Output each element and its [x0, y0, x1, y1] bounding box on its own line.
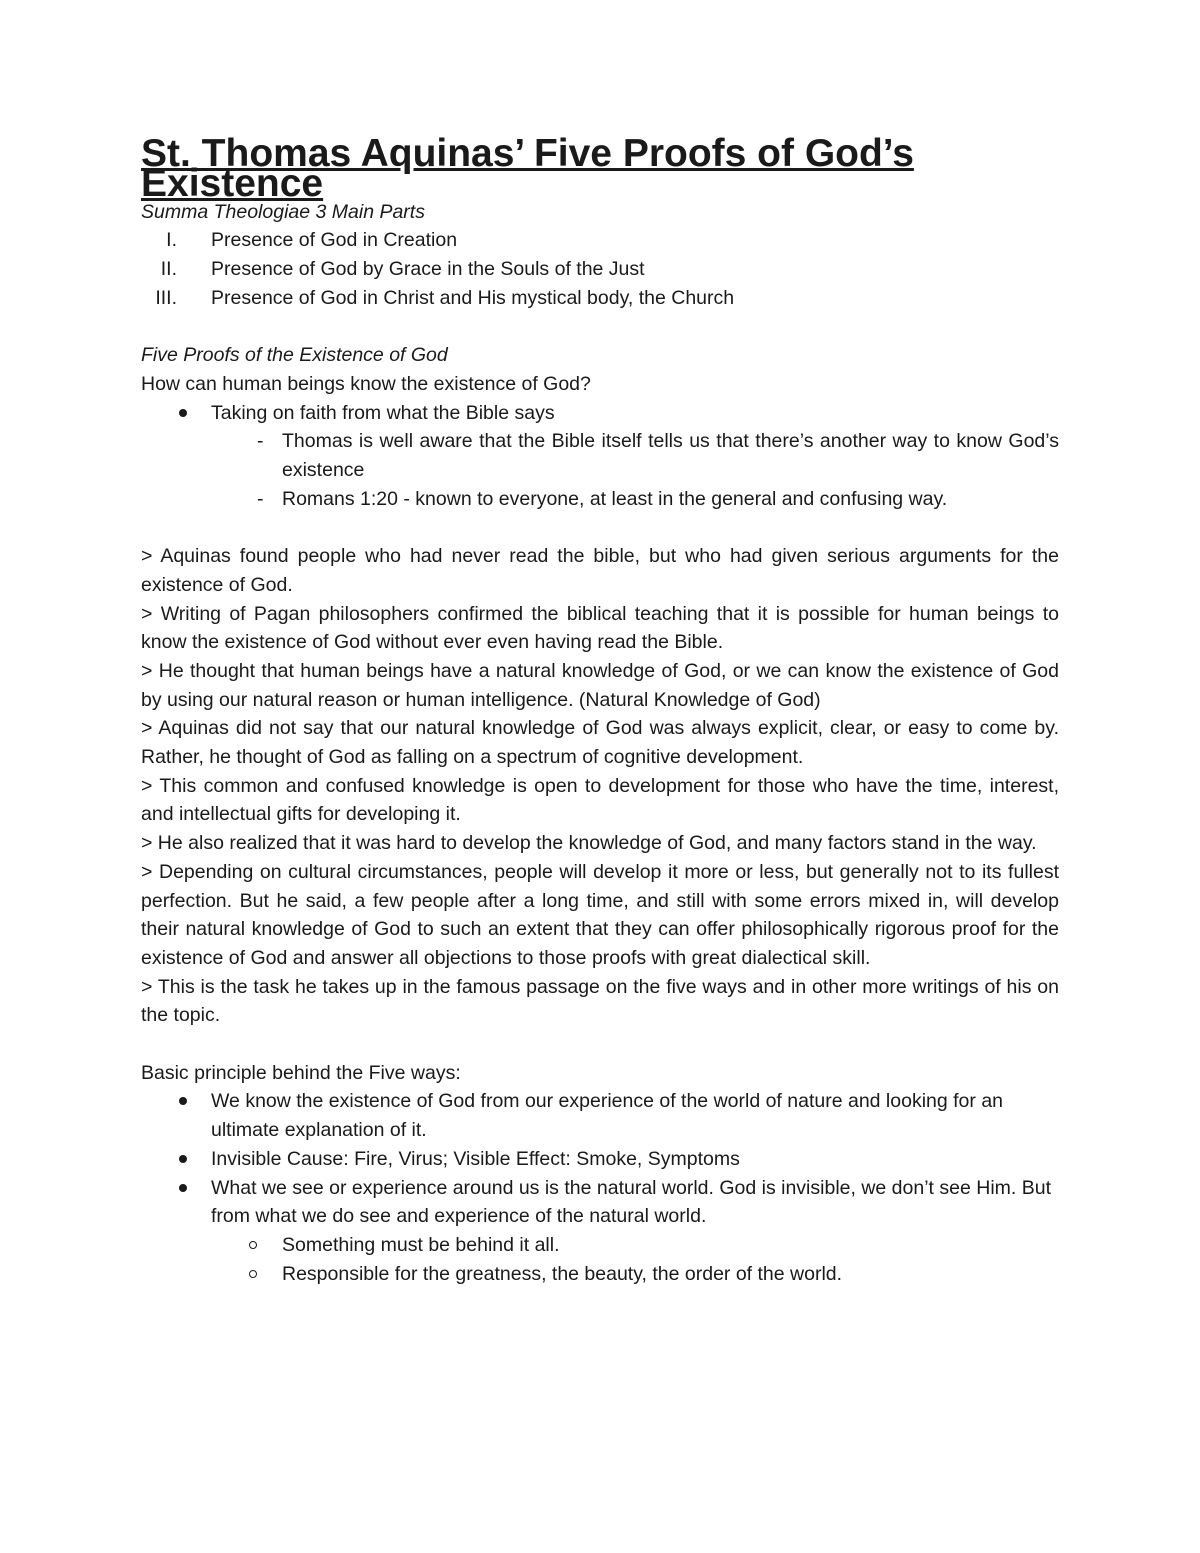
proofs-heading: Five Proofs of the Existence of God — [141, 344, 448, 367]
roman-numeral: II. — [160, 258, 177, 281]
proofs-question: How can human beings know the existence of God? — [141, 372, 591, 395]
bullet-list-item — [141, 1087, 1059, 1144]
document-content — [141, 132, 1059, 1288]
dash-text: Romans 1:20 - known to everyone, at least in the general and confusing way. — [282, 487, 948, 510]
body-paragraph: > Aquinas did not say that our natural knowledge of God was always explicit, clear, or easy to come by. Rather, he thought of God as falling on a spectrum of cognitive development. — [141, 717, 1059, 769]
spacer — [141, 513, 1059, 542]
body-paragraph: > This common and confused knowledge is open to development for those who have the time, interest, and intellectual gifts for developing it. — [141, 774, 1059, 826]
bullet-list-item — [141, 1174, 1059, 1231]
roman-list-item — [141, 226, 1059, 255]
body-paragraph: > He also realized that it was hard to develop the knowledge of God, and many factors stand in the way. — [141, 832, 1037, 855]
hollow-bullet-icon — [249, 1241, 257, 1249]
bullet-text: We know the existence of God from our experience of the world of nature and looking for an ultimate explanation of it. — [211, 1090, 1004, 1142]
bullet-icon — [179, 409, 187, 417]
bullet-text: What we see or experience around us is the natural world. God is invisible, we don’t see Him. But from what we do see and experience of the natural world. — [211, 1176, 1051, 1228]
sub-bullet-text: Responsible for the greatness, the beauty, the order of the world. — [282, 1262, 843, 1285]
sub-bullet-list-item — [141, 1260, 1059, 1289]
roman-item-text: Presence of God in Creation — [211, 229, 458, 252]
body-paragraph: > He thought that human beings have a natural knowledge of God, or we can know the existence of God by using our natural reason or human intelligence. (Natural Knowledge of God) — [141, 659, 1059, 711]
dash-icon: - — [257, 487, 264, 510]
roman-item-text: Presence of God by Grace in the Souls of the Just — [211, 258, 645, 281]
bullet-icon — [179, 1097, 187, 1105]
sub-bullet-text: Something must be behind it all. — [282, 1233, 560, 1256]
sub-bullet-list-item — [141, 1231, 1059, 1260]
bullet-list-item — [141, 1145, 1059, 1174]
bullet-icon — [179, 1155, 187, 1163]
dash-list-item — [141, 427, 1059, 484]
hollow-bullet-icon — [249, 1270, 257, 1278]
roman-numeral: I. — [166, 229, 177, 252]
body-paragraph: > This is the task he takes up in the famous passage on the five ways and in other more writings of his on the topic. — [141, 975, 1059, 1027]
body-paragraph: > Aquinas found people who had never read the bible, but who had given serious arguments for the existence of God. — [141, 545, 1059, 596]
summa-heading: Summa Theologiae 3 Main Parts — [141, 200, 425, 223]
body-paragraph: > Writing of Pagan philosophers confirmed the biblical teaching that it is possible for human beings to know the existence of God without ever even having read the Bible. — [141, 602, 1059, 654]
dash-text: Thomas is well aware that the Bible itself tells us that there’s another way to know God’s existence — [282, 430, 1059, 481]
bullet-text: Invisible Cause: Fire, Virus; Visible Effect: Smoke, Symptoms — [211, 1147, 740, 1170]
bullet-icon — [179, 1184, 187, 1192]
spacer — [141, 313, 1059, 342]
dash-list-item — [141, 485, 1059, 514]
page-title: St. Thomas Aquinas’ Five Proofs of God’s Existence — [141, 132, 914, 205]
body-paragraph: > Depending on cultural circumstances, people will develop it more or less, but generally not to its fullest perfection. But he said, a few people after a long time, and still with some errors mixed in, will develop their natural knowledge of God to such an extent that they can offer philosophically rigorous proof for the existence of God and answer all objections to those proofs with great dialectical skill. — [141, 860, 1059, 969]
spacer — [141, 1030, 1059, 1059]
roman-list-item — [141, 255, 1059, 284]
principle-heading: Basic principle behind the Five ways: — [141, 1061, 461, 1084]
bullet-text: Taking on faith from what the Bible says — [211, 401, 555, 424]
roman-list-item — [141, 284, 1059, 313]
roman-numeral: III. — [155, 286, 177, 309]
roman-item-text: Presence of God in Christ and His mystical body, the Church — [211, 286, 735, 309]
bullet-list-item — [141, 399, 1059, 428]
dash-icon: - — [257, 430, 264, 453]
